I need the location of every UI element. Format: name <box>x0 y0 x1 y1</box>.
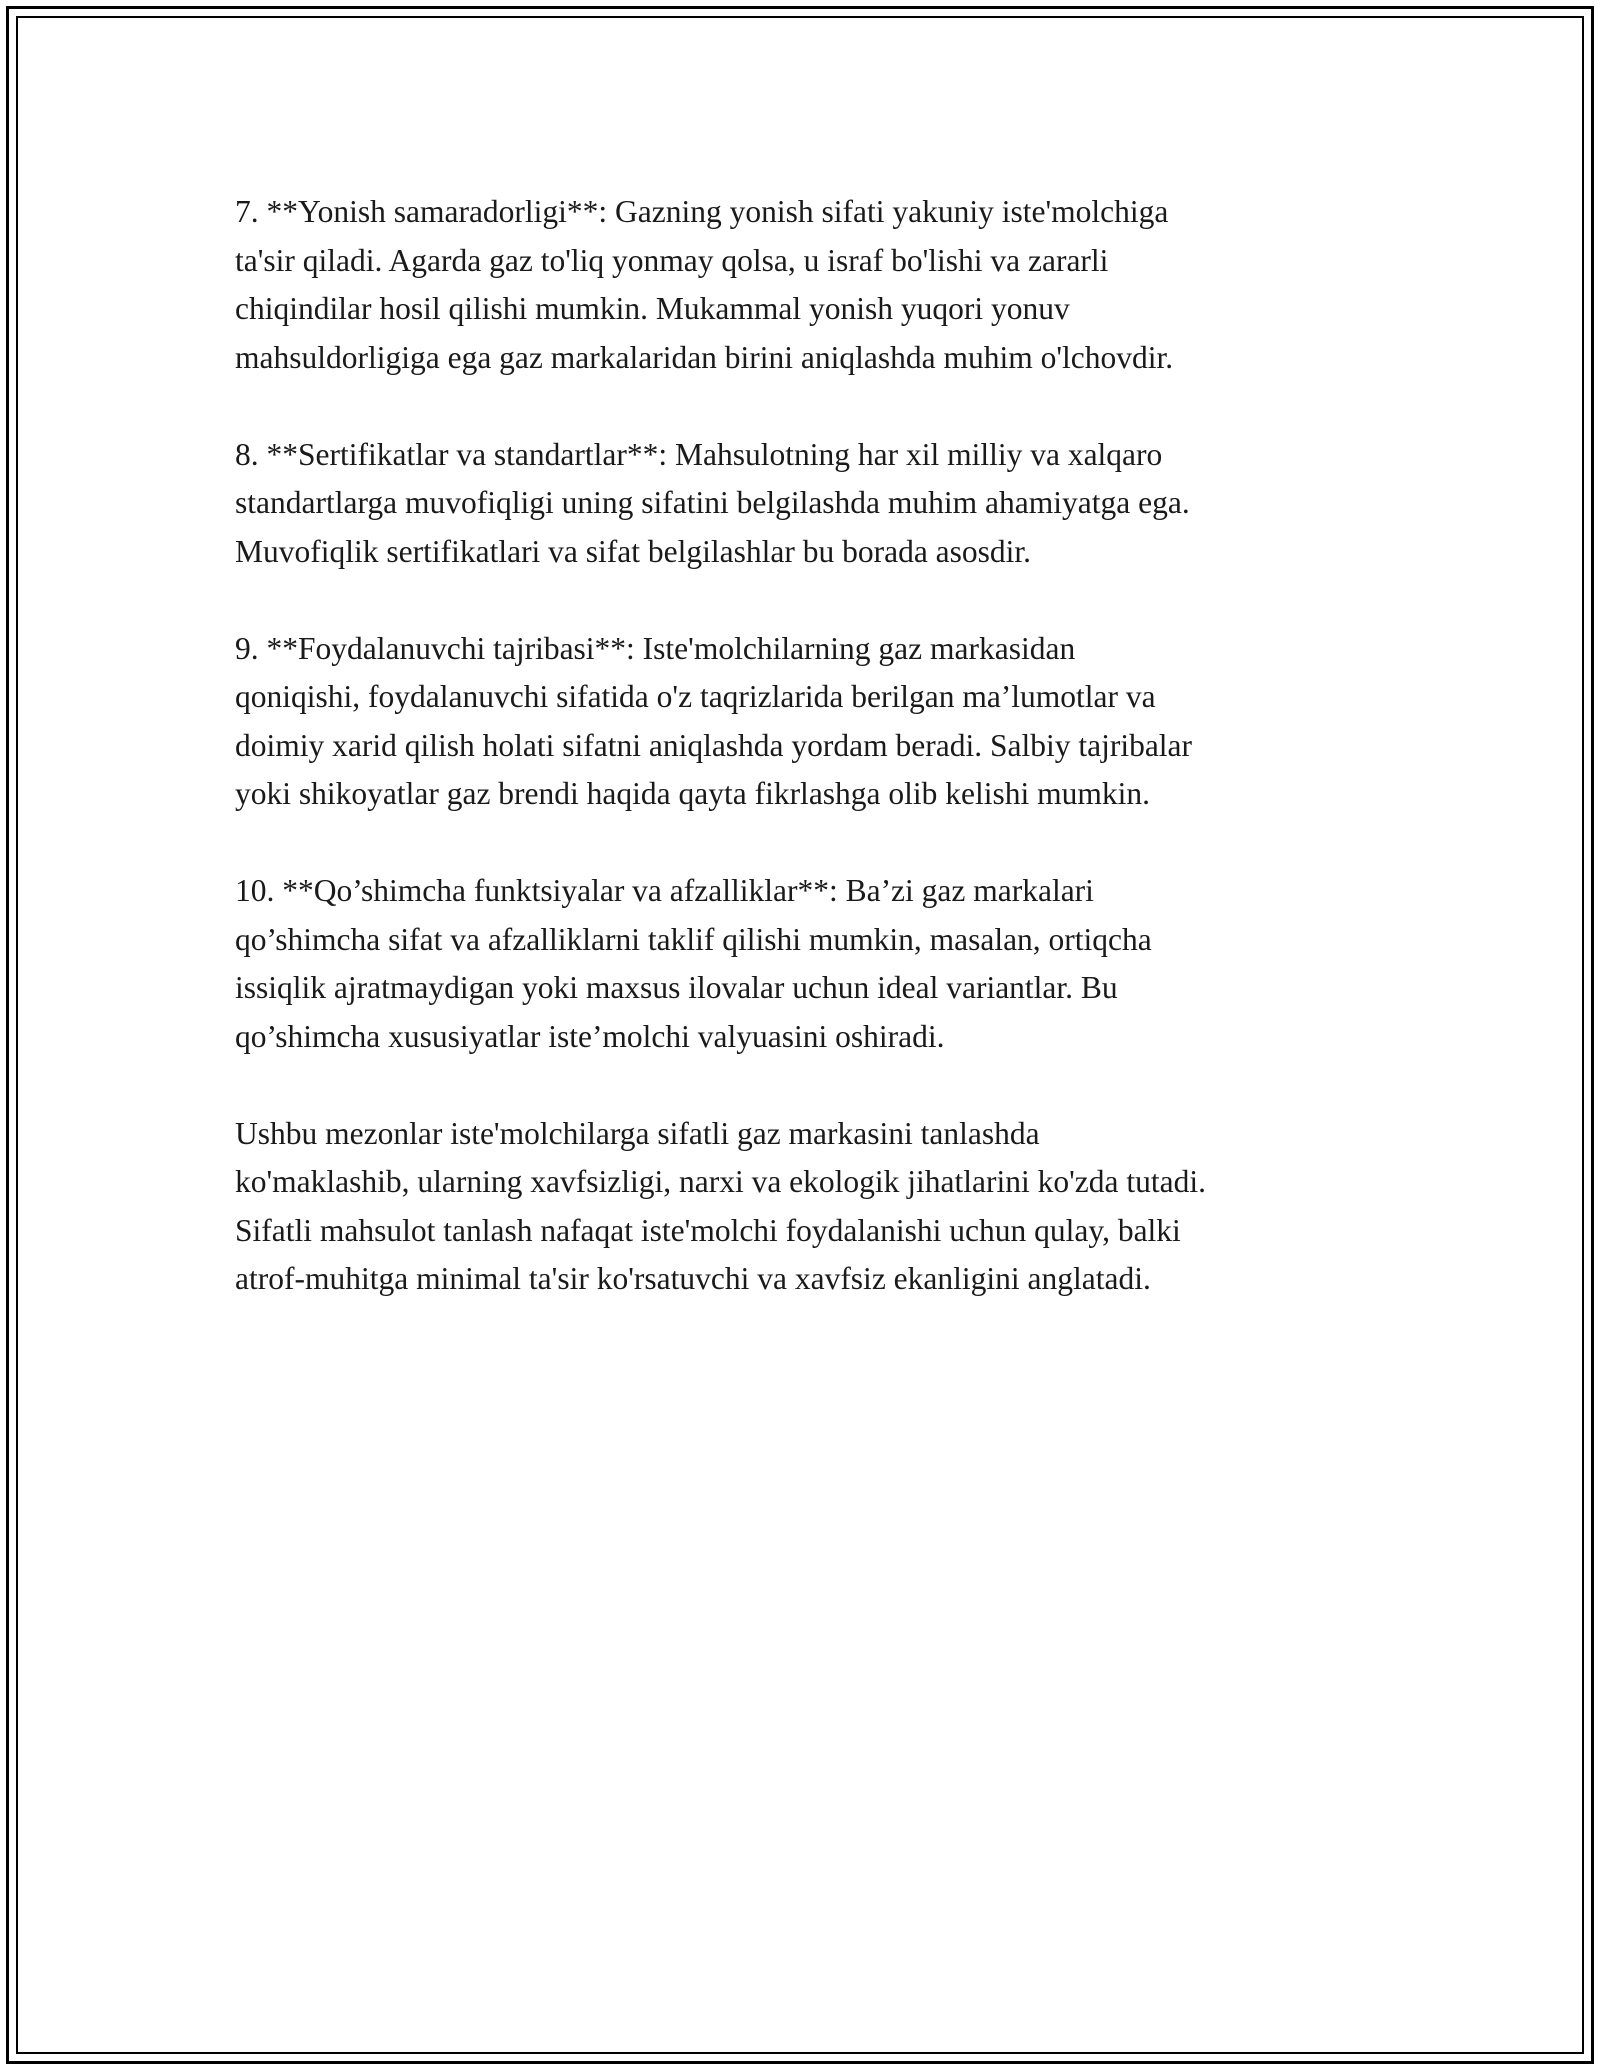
paragraph-yonish-samaradorligi: 7. **Yonish samaradorligi**: Gazning yonish sifati yakuniy iste'molchiga ta'sir qiladi. Agarda gaz to'liq yonmay qolsa, u israf bo'lishi va zararli chiqindilar hosil qilishi mumkin. Mukammal yonish yuqori yonuv mahsuldorligiga ega gaz markalaridan birini aniqlashda muhim o'lchovdir. <box>235 194 1174 375</box>
document-body <box>235 188 1415 1352</box>
paragraph-qoshimcha-funktsiyalar: 10. **Qo’shimcha funktsiyalar va afzalliklar**: Ba’zi gaz markalari qo’shimcha sifat va afzalliklarni taklif qilishi mumkin, masalan, ortiqcha issiqlik ajratmaydigan yoki maxsus ilovalar uchun ideal variantlar. Bu qo’shimcha xususiyatlar iste’molchi valyuasini oshiradi. <box>235 873 1152 1054</box>
paragraph-foydalanuvchi-tajribasi: 9. **Foydalanuvchi tajribasi**: Iste'molchilarning gaz markasidan qoniqishi, foydalanuvchi sifatida o'z taqrizlarida berilgan ma’lumotlar va doimiy xarid qilish holati sifatni aniqlashda yordam beradi. Salbiy tajribalar yoki shikoyatlar gaz brendi haqida qayta fikrlashga olib kelishi mumkin. <box>235 630 1193 811</box>
paragraph-conclusion: Ushbu mezonlar iste'molchilarga sifatli gaz markasini tanlashda ko'maklashib, ularning xavfsizligi, narxi va ekologik jihatlarini ko'zda tutadi. Sifatli mahsulot tanlash nafaqat iste'molchi foydalanishi uchun qulay, balki atrof-muhitga minimal ta'sir ko'rsatuvchi va xavfsiz ekanligini anglatadi. <box>235 1115 1206 1296</box>
paragraph-sertifikatlar: 8. **Sertifikatlar va standartlar**: Mahsulotning har xil milliy va xalqaro standartlarga muvofiqligi uning sifatini belgilashda muhim ahamiyatga ega. Muvofiqlik sertifikatlari va sifat belgilashlar bu borada asosdir. <box>235 436 1190 569</box>
